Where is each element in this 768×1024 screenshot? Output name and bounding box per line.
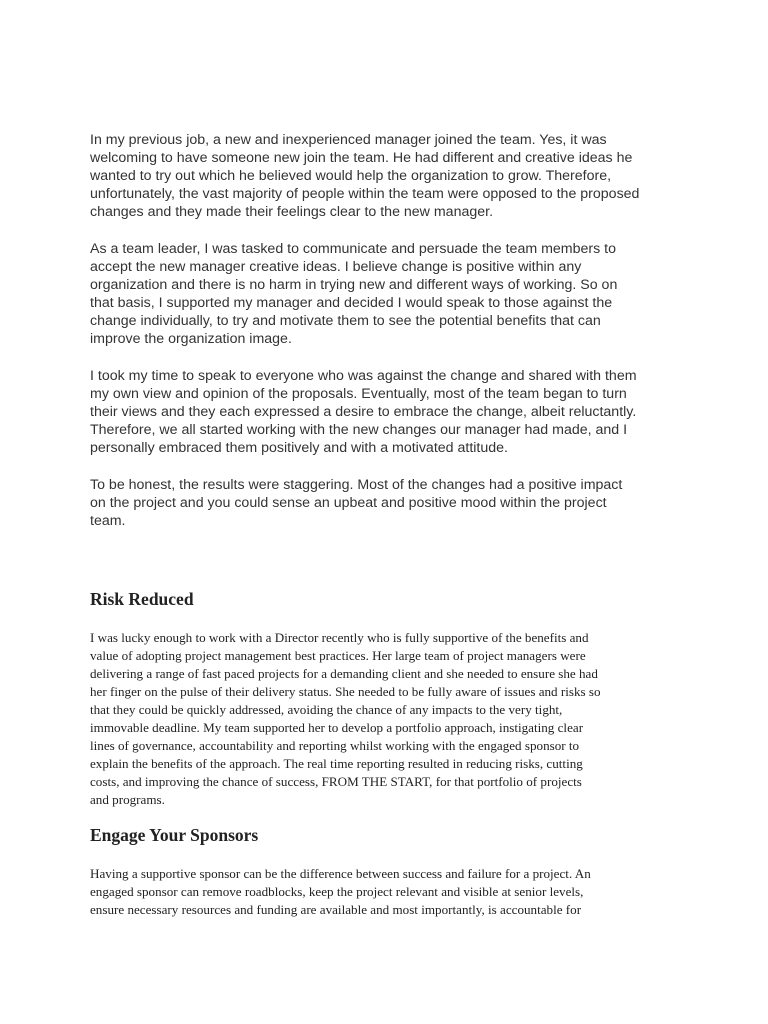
section-heading: Engage Your Sponsors [90,825,259,845]
text-line: personally embraced them positively and with a motivated attitude. [90,440,508,457]
text-line: Therefore, we all started working with the new changes our manager had made, and I [90,422,628,439]
text-line: that they could be quickly addressed, avoiding the chance of any impacts to the very tight, [90,702,563,717]
text-line: their views and they each expressed a desire to embrace the change, albeit reluctantly. [90,404,637,421]
section-heading: Risk Reduced [90,589,194,609]
text-line: engaged sponsor can remove roadblocks, keep the project relevant and visible at senior levels, [90,884,584,899]
body-paragraph [90,865,690,919]
text-line: value of adopting project management best practices. Her large team of project managers were [90,648,586,663]
text-line: ensure necessary resources and funding are available and most importantly, is accountable for [90,902,582,917]
text-line: I was lucky enough to work with a Director recently who is fully supportive of the benefits and [90,630,589,645]
text-line: accept the new manager creative ideas. I believe change is positive within any [90,259,582,276]
text-line: wanted to try out which he believed would help the organization to grow. Therefore, [90,168,612,185]
body-paragraph [90,131,690,221]
body-paragraph [90,476,690,530]
text-line: change individually, to try and motivate them to see the potential benefits that can [90,313,601,330]
text-line: Having a supportive sponsor can be the difference between success and failure for a project. An [90,866,591,881]
text-line: team. [90,513,126,530]
text-line: I took my time to speak to everyone who was against the change and shared with them [90,368,637,384]
text-line: explain the benefits of the approach. The real time reporting resulted in reducing risks, cutting [90,756,583,771]
text-line: her finger on the pulse of their delivery status. She needed to be fully aware of issues and risks so [90,684,601,699]
text-line: on the project and you could sense an upbeat and positive mood within the project [90,495,607,512]
body-paragraph [90,367,690,457]
text-line: delivering a range of fast paced projects for a demanding client and she needed to ensure she had [90,666,598,681]
text-line: changes and they made their feelings clear to the new manager. [90,204,494,221]
text-line: that basis, I supported my manager and decided I would speak to those against the [90,295,613,312]
text-line: lines of governance, accountability and reporting whilst working with the engaged sponsor to [90,738,580,753]
body-paragraph [90,240,690,349]
text-line: To be honest, the results were staggering. Most of the changes had a positive impact [90,477,623,493]
text-line: and programs. [90,792,165,807]
text-line: immovable deadline. My team supported her to develop a portfolio approach, instigating clear [90,720,584,735]
text-line: my own view and opinion of the proposals. Eventually, most of the team began to turn [90,386,627,403]
text-line: As a team leader, I was tasked to communicate and persuade the team members to [90,241,616,257]
text-line: unfortunately, the vast majority of people within the team were opposed to the proposed [90,186,640,203]
body-paragraph [90,629,690,809]
text-line: improve the organization image. [90,331,292,348]
text-line: In my previous job, a new and inexperienced manager joined the team. Yes, it was [90,132,607,148]
text-line: costs, and improving the chance of success, FROM THE START, for that portfolio of projects [90,774,582,789]
text-line: welcoming to have someone new join the team. He had different and creative ideas he [90,150,633,167]
text-line: organization and there is no harm in trying new and different ways of working. So on [90,277,618,294]
